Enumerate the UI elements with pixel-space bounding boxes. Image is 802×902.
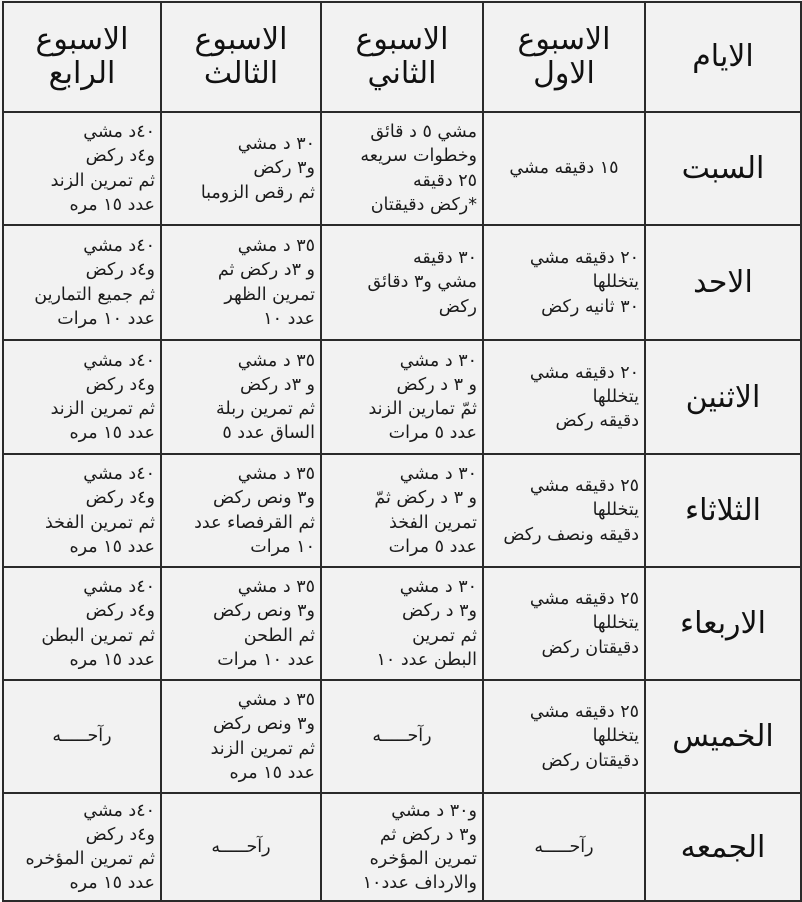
week-3-cell: ٣٥ د مشي و٣ ونص ركض ثم تمرين الزند عدد ١٥ مره — [161, 680, 321, 793]
week-2-cell: رآحـــــه — [321, 680, 483, 793]
day-label: الاحد — [645, 225, 801, 340]
table-row — [3, 340, 801, 454]
week-1-cell: ٢٥ دقيقه مشي يتخللها دقيقتان ركض — [483, 680, 645, 793]
weekly-schedule-table — [2, 1, 802, 902]
table-row — [3, 112, 801, 225]
week-2-cell: ٣٠ دقيقه مشي و٣ دقائق ركض — [321, 225, 483, 340]
week-3-cell: ٣٥ د مشي و ٣د ركض ثم تمرين ربلة الساق عدد ٥ — [161, 340, 321, 454]
week-4-cell: رآحـــــه — [3, 680, 161, 793]
day-label: الجمعه — [645, 793, 801, 901]
table-row — [3, 454, 801, 567]
week-2-cell: ٣٠ د مشي و ٣ د ركض ثمّ تمارين الزند عدد ٥ مرات — [321, 340, 483, 454]
table-row — [3, 793, 801, 901]
week-1-cell: ٢٥ دقيقه مشي يتخللها دقيقتان ركض — [483, 567, 645, 680]
table-row — [3, 225, 801, 340]
week-2-cell: مشي ٥ د قائق وخطوات سريعه ٢٥ دقيقه *ركض دقيقتان — [321, 112, 483, 225]
week-4-cell: ٤٠د مشي و٤د ركض ثم تمرين الزند عدد ١٥ مره — [3, 340, 161, 454]
week-4-cell: ٤٠د مشي و٤د ركض ثم جميع التمارين عدد ١٠ مرات — [3, 225, 161, 340]
week-2-cell: ٣٠ د مشي و٣ د ركض ثم تمرين البطن عدد ١٠ — [321, 567, 483, 680]
header-row — [3, 2, 801, 112]
week-2-cell: ٣٠ د مشي و ٣ د ركض ثمّ تمرين الفخذ عدد ٥ مرات — [321, 454, 483, 567]
day-label: الخميس — [645, 680, 801, 793]
header-week-1: الاسبوع الاول — [483, 2, 645, 112]
week-1-cell: ٢٠ دقيقه مشي يتخللها دقيقه ركض — [483, 340, 645, 454]
week-1-cell: ٢٥ دقيقه مشي يتخللها دقيقه ونصف ركض — [483, 454, 645, 567]
week-3-cell: ٣٥ د مشي و ٣د ركض ثم تمرين الظهر عدد ١٠ — [161, 225, 321, 340]
week-4-cell: ٤٠د مشي و٤د ركض ثم تمرين الفخذ عدد ١٥ مره — [3, 454, 161, 567]
header-week-4: الاسبوع الرابع — [3, 2, 161, 112]
week-4-cell: ٤٠د مشي و٤د ركض ثم تمرين المؤخره عدد ١٥ مره — [3, 793, 161, 901]
week-3-cell: ٣٥ د مشي و٣ ونص ركض ثم الطحن عدد ١٠ مرات — [161, 567, 321, 680]
week-1-cell: ١٥ دقيقه مشي — [483, 112, 645, 225]
header-week-3: الاسبوع الثالث — [161, 2, 321, 112]
header-week-2: الاسبوع الثاني — [321, 2, 483, 112]
table-row — [3, 567, 801, 680]
week-2-cell: و٣٠ د مشي و٣ د ركض ثم تمرين المؤخره والارداف عدد١٠ — [321, 793, 483, 901]
week-1-cell: رآحـــــه — [483, 793, 645, 901]
day-label: السبت — [645, 112, 801, 225]
week-3-cell: ٣٥ د مشي و٣ ونص ركض ثم القرفصاء عدد ١٠ مرات — [161, 454, 321, 567]
week-1-cell: ٢٠ دقيقه مشي يتخللها ٣٠ ثانيه ركض — [483, 225, 645, 340]
day-label: الثلاثاء — [645, 454, 801, 567]
day-label: الاثنين — [645, 340, 801, 454]
week-4-cell: ٤٠د مشي و٤د ركض ثم تمرين الزند عدد ١٥ مره — [3, 112, 161, 225]
day-label: الاربعاء — [645, 567, 801, 680]
header-days: الايام — [645, 2, 801, 112]
table-row — [3, 680, 801, 793]
week-4-cell: ٤٠د مشي و٤د ركض ثم تمرين البطن عدد ١٥ مره — [3, 567, 161, 680]
week-3-cell: رآحـــــه — [161, 793, 321, 901]
week-3-cell: ٣٠ د مشي و٣ ركض ثم رقص الزومبا — [161, 112, 321, 225]
